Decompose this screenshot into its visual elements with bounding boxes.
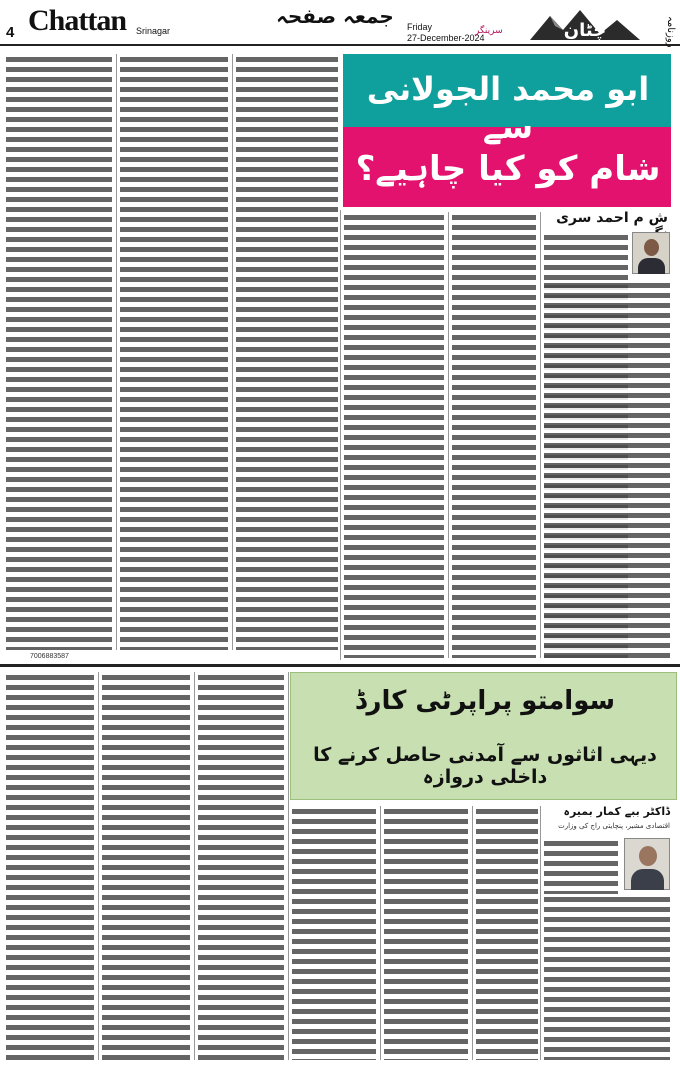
column-rule	[540, 806, 541, 1060]
page-number: 4	[6, 24, 15, 41]
author-photo	[624, 838, 670, 890]
contact-number: 7006883587	[30, 653, 69, 660]
bottom-article-byline: ڈاکٹر ببے کمار بمیرہ	[563, 805, 670, 818]
column-rule	[380, 806, 381, 1060]
column-rule	[232, 54, 233, 650]
column-rule	[472, 806, 473, 1060]
top-article-column-4	[344, 212, 444, 658]
brand-city: Srinagar	[136, 26, 171, 36]
author-shoulders	[638, 258, 665, 274]
column-rule	[288, 672, 289, 1060]
bottom-article-column-7a	[544, 838, 618, 894]
issue-date: 27-December-2024	[407, 33, 485, 43]
column-rule	[340, 210, 341, 660]
section-title: جمعہ صفحہ	[276, 4, 394, 28]
column-rule	[116, 54, 117, 650]
top-article-column-5	[452, 212, 536, 658]
column-rule	[194, 672, 195, 1060]
author-photo	[632, 232, 670, 274]
top-article-column-3	[236, 54, 338, 650]
bottom-article-column-4	[292, 806, 376, 1060]
top-article-byline: ش م احمد سری	[556, 210, 668, 226]
author-shoulders	[631, 869, 664, 890]
bottom-article-byline-role: اقتصادی مشیر، پنچایتی راج کی وزارت	[558, 822, 670, 830]
brand-name-english: Chattan	[28, 4, 127, 37]
top-article-column-2	[120, 54, 228, 650]
top-headline-line1: ابو محمد الجولانی سے	[366, 70, 650, 146]
chattan-logo-icon	[525, 6, 645, 44]
column-rule	[448, 212, 449, 658]
bottom-headline-line2: دیہی اثاثوں سے آمدنی حاصل کرنے کا داخلی دروازہ	[313, 744, 657, 788]
column-rule	[98, 672, 99, 1060]
logo-text: چٹان	[563, 20, 607, 41]
issue-day: Friday	[407, 22, 433, 32]
masthead	[0, 0, 680, 46]
bottom-headline-line1: سوامتو پراپرٹی کارڈ	[354, 686, 616, 716]
author-face	[639, 846, 657, 866]
top-article-column-6b	[544, 280, 670, 658]
section-divider	[0, 664, 680, 667]
top-headline-line2: شام کو کیا چاہیے؟	[355, 149, 661, 189]
top-article-column-1	[6, 54, 112, 650]
bottom-article-column-5	[384, 806, 468, 1060]
bottom-article-column-6	[476, 806, 538, 1060]
brand-city-urdu: سرینگر	[475, 26, 503, 36]
bottom-article-column-2	[102, 672, 190, 1060]
column-rule	[540, 212, 541, 658]
author-face	[644, 239, 659, 256]
bottom-article-column-3	[198, 672, 284, 1060]
bottom-article-column-7	[544, 894, 670, 1060]
bottom-article-column-1	[6, 672, 94, 1060]
brand-name-urdu: روزنامہ	[665, 16, 676, 48]
